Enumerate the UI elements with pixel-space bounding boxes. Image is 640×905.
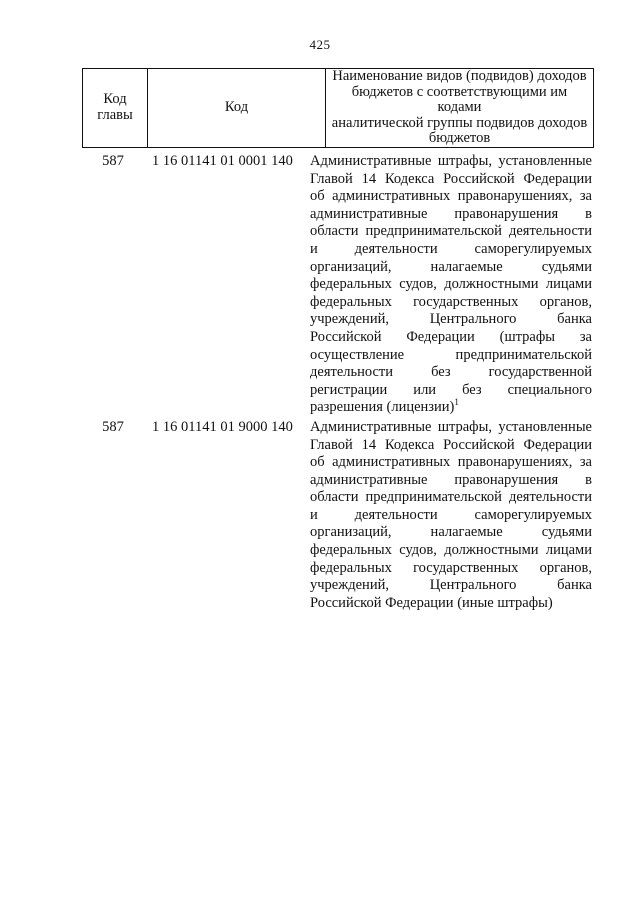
row-name-line: Главой 14 Кодекса Российской Федерации [310,436,592,453]
table-header [82,68,594,148]
row-name-line: федеральных судов, должностными лицами [310,542,592,559]
header-name [326,69,594,148]
table-row [82,153,594,417]
row-chapter-code: 587 [102,153,124,169]
table-body [82,153,594,614]
row-name-line: учреждений, Центрального банка [310,311,592,328]
row-name-line: регистрации или без специального [310,381,592,398]
row-name-line: административные правонарушения в [310,205,592,222]
row-name-line: деятельности без государственной [310,364,592,381]
footnote-marker: 1 [454,397,459,408]
header-name-line: бюджетов [428,130,491,146]
row-name-line: Административные штрафы, установленные [310,418,592,435]
row-name-line: федеральных государственных органов, [310,559,592,576]
header-code-label: Код [224,99,249,115]
row-name-line: Российской Федерации (иные штрафы) [310,594,553,611]
row-name-line: федеральных государственных органов, [310,293,592,310]
header-name-line: бюджетов с соответствующими им кодами [351,83,568,115]
page-number: 425 [309,37,331,52]
row-income-name [310,153,592,417]
row-name-line: Российской Федерации (штрафы за [310,328,592,345]
row-name-line: Главой 14 Кодекса Российской Федерации [310,170,592,187]
row-name-line-text: разрешения (лицензии) [310,399,455,416]
row-name-line: административные правонарушения в [310,471,592,488]
row-name-line: об административных правонарушениях, за [310,454,592,471]
row-name-line: учреждений, Центрального банка [310,577,592,594]
row-name-line: Административные штрафы, установленные [310,153,592,169]
table-row [82,419,594,613]
row-name-line: области предпринимательской деятельности [310,489,592,506]
row-name-line: и деятельности саморегулируемых [310,240,592,257]
header-chapter-code [83,69,148,148]
row-chapter-code: 587 [102,418,124,435]
header-code [148,69,326,148]
row-name-line: осуществление предпринимательской [310,346,592,363]
header-name-line: Наименование видов (подвидов) доходов [332,68,587,84]
row-name-line: федеральных судов, должностными лицами [310,276,592,293]
row-income-name [310,419,592,613]
row-name-line: области предпринимательской деятельности [310,223,592,240]
row-name-line [310,399,592,417]
row-name-line: организаций, налагаемые судьями [310,258,592,275]
row-name-line: организаций, налагаемые судьями [310,524,592,541]
header-name-line: аналитической группы подвидов доходов [331,114,588,131]
table-header-row [83,69,594,148]
row-income-code: 1 16 01141 01 9000 140 [152,418,293,435]
row-name-line: и деятельности саморегулируемых [310,506,592,523]
header-chapter-code-label: Код главы [97,91,133,123]
row-income-code: 1 16 01141 01 0001 140 [152,153,293,169]
row-name-line: об административных правонарушениях, за [310,188,592,205]
